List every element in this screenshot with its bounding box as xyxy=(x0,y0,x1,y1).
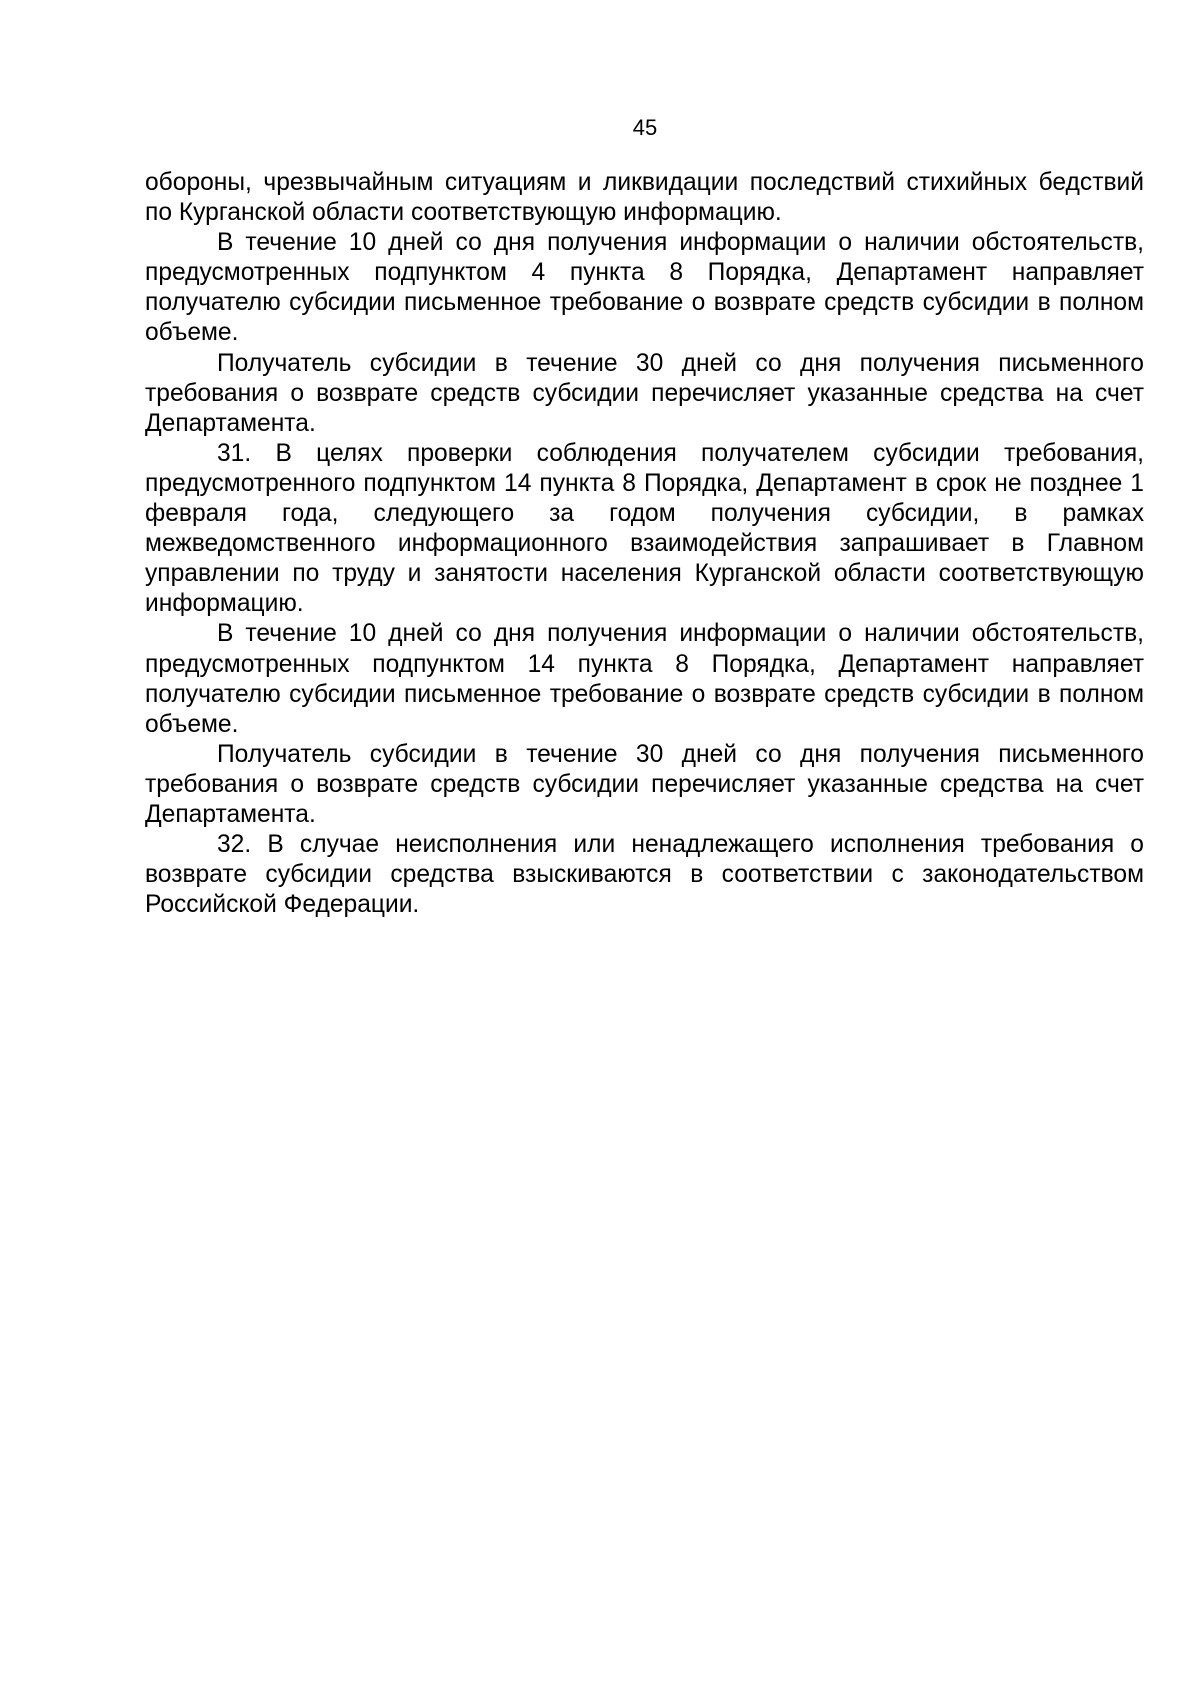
page-number: 45 xyxy=(632,115,658,140)
paragraph: Получатель субсидии в течение 30 дней со дня получения письменного требования о возврате средств субсидии перечисляет указанные средства на счет Департамента. xyxy=(145,740,1144,828)
paragraph: Получатель субсидии в течение 30 дней со дня получения письменного требования о возврате средств субсидии перечисляет указанные средства на счет Департамента. xyxy=(145,349,1144,437)
paragraph-continuation: обороны, чрезвычайным ситуациям и ликвидации последствий стихийных бедствий по Курганской области соответствующую информацию. xyxy=(145,169,1144,227)
document-body xyxy=(145,168,1144,920)
paragraph: В течение 10 дней со дня получения информации о наличии обстоятельств, предусмотренных подпунктом 4 пункта 8 Порядка, Департамент направляет получателю субсидии письменное требование о возврате средств субсидии в полном объеме. xyxy=(145,229,1144,347)
paragraph: В течение 10 дней со дня получения информации о наличии обстоятельств, предусмотренных подпунктом 14 пункта 8 Порядка, Департамент направляет получателю субсидии письменное требование о возврате средств субсидии в полном объеме. xyxy=(145,620,1144,738)
paragraph-item-31: 31. В целях проверки соблюдения получателем субсидии требования, предусмотренного подпунктом 14 пункта 8 Порядка, Департамент в срок не позднее 1 февраля года, следующего за годом получения субсидии, в рамках межведомственного информационного взаимодействия запрашивает в Главном управлении по труду и занятости населения Курганской области соответствующую информацию. xyxy=(145,439,1144,618)
paragraph-item-32: 32. В случае неисполнения или ненадлежащего исполнения требования о возврате субсидии средства взыскиваются в соответствии с законодательством Российской Федерации. xyxy=(145,831,1144,919)
